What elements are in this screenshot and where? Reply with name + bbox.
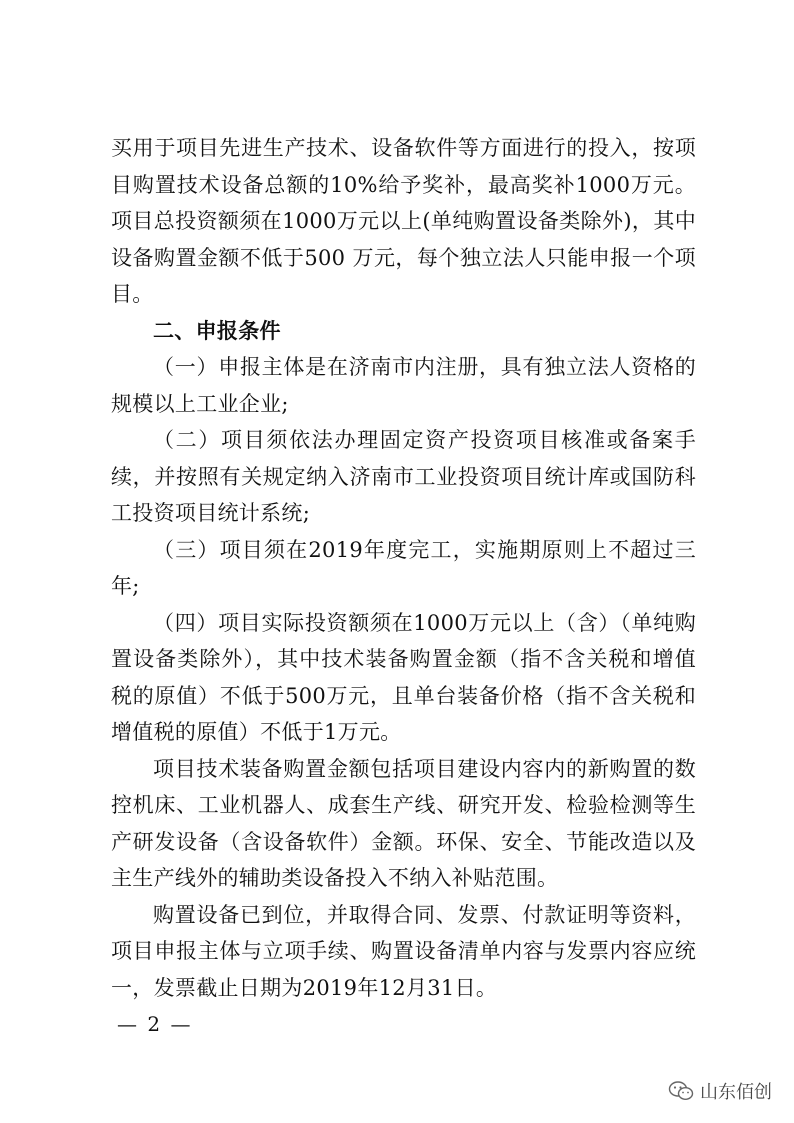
watermark-text: 山东佰创 xyxy=(700,1082,772,1103)
condition-item-1: （一）申报主体是在济南市内注册，具有独立法人资格的规模以上工业企业; xyxy=(111,355,696,416)
wechat-channel-icon xyxy=(668,1080,694,1102)
page-number: — 2 — xyxy=(117,1012,193,1036)
watermark xyxy=(668,1078,772,1104)
paragraph-investment-subsidy: 买用于项目先进生产技术、设备软件等方面进行的投入，按项目购置技术设备总额的10%给予奖补，最高奖补1000万元。项目总投资额须在1000万元以上(单纯购置设备类除外)，其中设备购置金额不低于500 万元，每个独立法人只能申报一个项目。 xyxy=(111,136,696,306)
condition-item-4: （四）项目实际投资额须在1000万元以上（含）（单纯购置设备类除外），其中技术装备购置金额（指不含关税和增值税的原值）不低于500万元，且单台装备价格（指不含关税和增值税的原值）不低于1万元。 xyxy=(111,610,696,744)
section-heading-application-conditions: 二、申报条件 xyxy=(153,318,281,343)
paragraph-equipment-scope: 项目技术装备购置金额包括项目建设内容内的新购置的数控机床、工业机器人、成套生产线、研究开发、检验检测等生产研发设备（含设备软件）金额。环保、安全、节能改造以及主生产线外的辅助类设备投入不纳入补贴范围。 xyxy=(111,756,696,890)
condition-item-3: （三）项目须在2019年度完工，实施期原则上不超过三年; xyxy=(111,537,696,598)
paragraph-invoice-requirements: 购置设备已到位，并取得合同、发票、付款证明等资料，项目申报主体与立项手续、购置设备清单内容与发票内容应统一，发票截止日期为2019年12月31日。 xyxy=(111,902,696,1000)
document-body xyxy=(111,130,696,1006)
condition-item-2: （二）项目须依法办理固定资产投资项目核准或备案手续，并按照有关规定纳入济南市工业投资项目统计库或国防科工投资项目统计系统; xyxy=(111,428,696,525)
